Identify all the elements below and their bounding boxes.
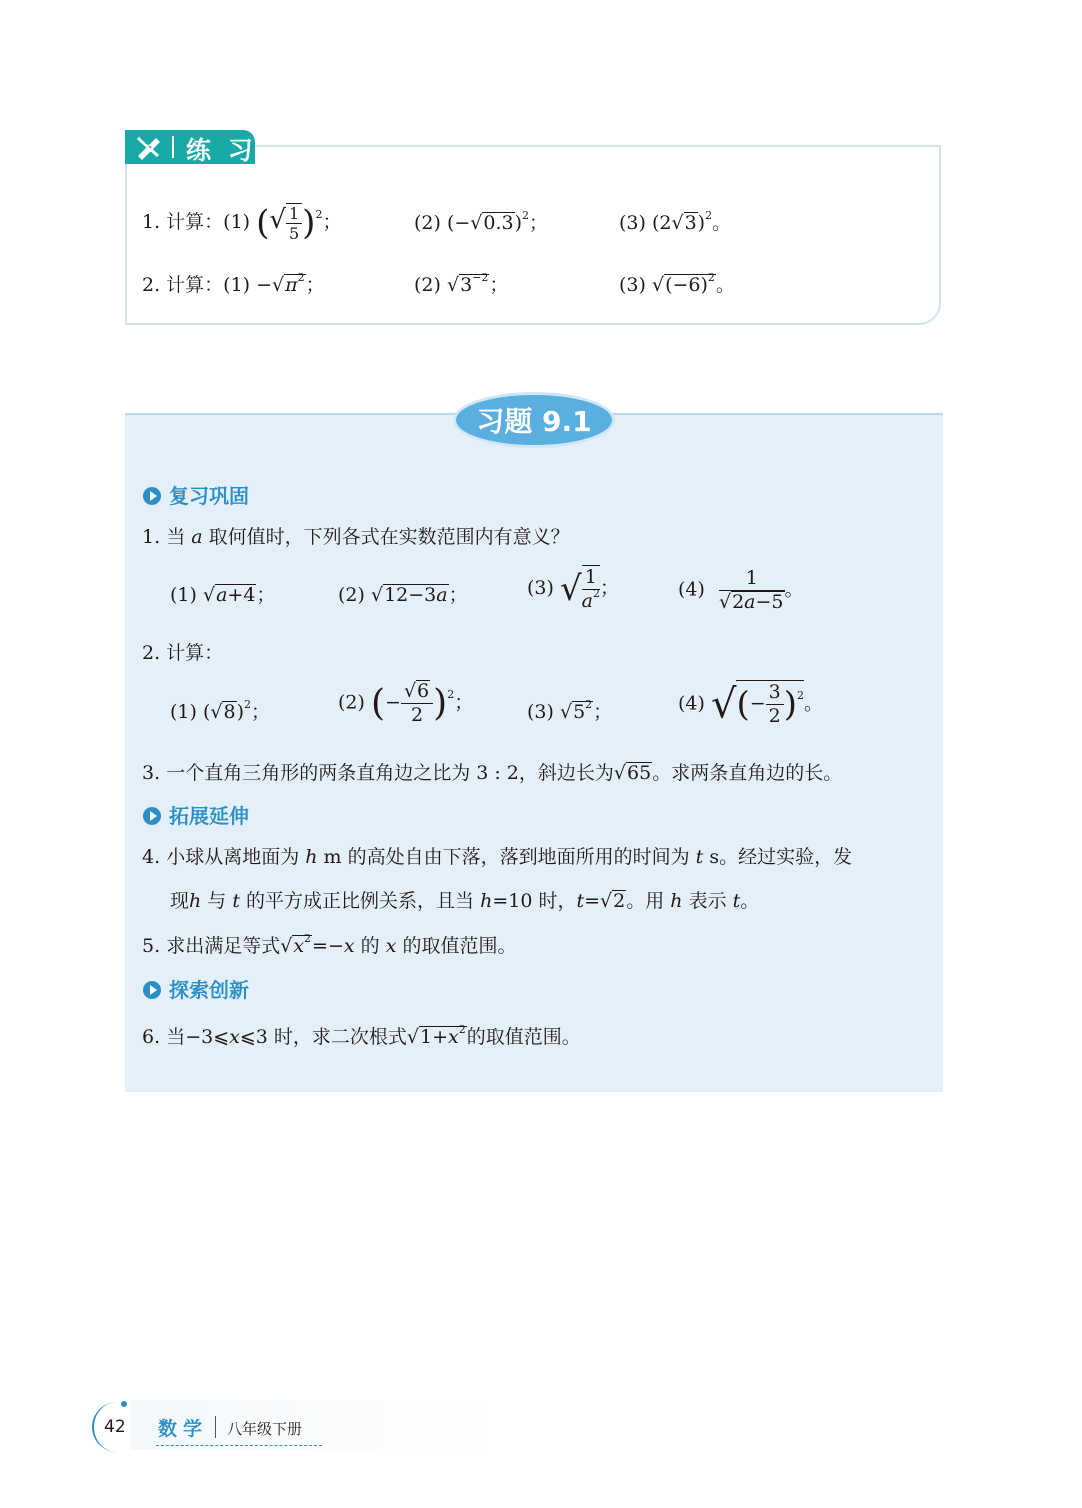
q3-radicand: 65 bbox=[627, 762, 652, 784]
q4-l2g: 表示 bbox=[682, 890, 733, 912]
footer-separator bbox=[215, 1416, 216, 1438]
radicand-3: 3 bbox=[684, 212, 697, 234]
q5-text-c: 的 bbox=[354, 935, 386, 957]
q6-text-b: ⩽3 时，求二次根式 bbox=[239, 1026, 407, 1048]
coef-2: 2 bbox=[659, 212, 672, 234]
q4-l2f: 。用 bbox=[626, 890, 671, 912]
q6-text-a: 当−3⩽ bbox=[166, 1026, 230, 1048]
q3-text-a: 一个直角三角形的两条直角边之比为 3 : 2，斜边长为 bbox=[166, 762, 614, 784]
q1-p4: (4) bbox=[678, 578, 705, 601]
footer-subject: 数学 bbox=[158, 1418, 209, 1440]
tab-divider bbox=[172, 136, 174, 158]
exercise-q2-4: (4) √(− $\frac{3}{2}$ )$^2$。 bbox=[678, 681, 824, 728]
q4-label: 4. bbox=[142, 846, 161, 868]
q1-p2: (2) bbox=[338, 584, 365, 606]
q4-l2h: 。 bbox=[740, 890, 760, 912]
q4-l2c: 的平方成正比例关系，且当 bbox=[240, 890, 481, 912]
q5-text-d: 的取值范围。 bbox=[396, 935, 517, 957]
section-explore bbox=[143, 974, 249, 1003]
exercise-q4-line2: 现h 与 t 的平方成正比例关系，且当 h=10 时，t=√2。用 h 表示 t。 bbox=[170, 890, 760, 912]
sqrt-one-fifth: √ $\frac{1}{5}$ bbox=[269, 203, 302, 243]
q4-l2e: = bbox=[584, 890, 601, 912]
practice-title: 练 习 bbox=[186, 136, 257, 165]
q1-text-b: 取何值时，下列各式在实数范围内有意义？ bbox=[202, 526, 570, 548]
exercise-q3: 3. 一个直角三角形的两条直角边之比为 3 : 2，斜边长为√65。求两条直角边的长。 bbox=[142, 762, 843, 784]
q5-text-b: =− bbox=[312, 935, 344, 957]
q1-var: a bbox=[191, 526, 203, 548]
practice-q1-3: (3) $(2√3)^2$。 bbox=[619, 209, 732, 234]
exercise-q1 bbox=[142, 522, 570, 549]
exercise-q5: 5. 求出满足等式$√x^2=-x$ 的 x 的取值范围。 bbox=[142, 932, 517, 957]
q1-p1: (1) bbox=[170, 584, 197, 606]
practice-q2-3: (3) $√(-6)^2$。 bbox=[619, 271, 735, 296]
q4-l2b: 与 bbox=[201, 890, 233, 912]
practice-q2-p1: (1) bbox=[223, 274, 251, 296]
q4-l1b: m 的高处自由下落，落到地面所用的时间为 bbox=[317, 846, 690, 868]
pencil-ruler-icon bbox=[134, 134, 164, 160]
practice-q2-label: 2. 计算： bbox=[142, 274, 224, 296]
exercise-q1-3: (3) √ $\frac{1}{a^2}$ ； bbox=[527, 566, 619, 612]
q4-l1c: s。经过实验，发 bbox=[703, 846, 853, 868]
practice-q1-p1: (1) bbox=[223, 211, 251, 234]
q4-l2d: =10 时， bbox=[492, 890, 577, 912]
footer-dot bbox=[121, 1401, 127, 1407]
q3-label: 3. bbox=[142, 762, 161, 784]
exercise-q1-1: (1) √a+4； bbox=[170, 584, 276, 606]
q2-p1: (1) bbox=[170, 701, 197, 723]
exercise-q2-3: (3) $√5^2$； bbox=[527, 698, 613, 723]
practice-q1-p2: (2) bbox=[414, 212, 441, 234]
radicand-0-3: 0.3 bbox=[483, 212, 514, 234]
play-icon bbox=[143, 981, 161, 999]
section-extend-label: 拓展延伸 bbox=[169, 804, 249, 828]
exercise-title: 习题 9.1 bbox=[476, 405, 592, 438]
paren-open: ( bbox=[256, 203, 270, 244]
q1-label: 1. bbox=[142, 526, 161, 548]
exercise-q2 bbox=[142, 638, 223, 665]
exercise-q1-4: (4) $\frac{1}{√2a-5}$ 。 bbox=[678, 567, 804, 613]
page-number: 42 bbox=[104, 1417, 126, 1437]
section-review-label: 复习巩固 bbox=[169, 484, 249, 508]
q6-text-c: 的取值范围。 bbox=[466, 1026, 581, 1048]
practice-q2-p2: (2) bbox=[414, 274, 441, 296]
q4-l2a: 现 bbox=[170, 890, 190, 912]
section-extend bbox=[143, 800, 249, 829]
q5-text-a: 求出满足等式 bbox=[166, 935, 281, 957]
footer-grade: 八年级下册 bbox=[227, 1420, 303, 1438]
footer-dashed-line bbox=[156, 1445, 322, 1446]
q2-p4: (4) bbox=[678, 692, 705, 715]
q1-p3: (3) bbox=[527, 576, 554, 599]
q2-label: 2. 计算： bbox=[142, 642, 224, 664]
q2-p3: (3) bbox=[527, 701, 554, 723]
q2-p2: (2) bbox=[338, 691, 365, 714]
exercise-q2-1: (1) $(√8)^2$； bbox=[170, 698, 271, 723]
exercise-q4-line1: 4. 小球从离地面为 h m 的高处自由下落，落到地面所用的时间为 t s。经过实验，发 bbox=[142, 846, 853, 868]
exercise-q1-2: (2) √12−3a； bbox=[338, 584, 468, 606]
practice-q1-label: 1. 计算： bbox=[142, 211, 224, 234]
practice-q1: 1. 计算：(1) (√ $\frac{1}{5}$ )$^2$； bbox=[142, 203, 342, 244]
section-explore-label: 探索创新 bbox=[169, 978, 249, 1002]
play-icon bbox=[143, 487, 161, 505]
play-icon bbox=[143, 807, 161, 825]
q5-label: 5. bbox=[142, 935, 161, 957]
q4-l1a: 小球从离地面为 bbox=[166, 846, 300, 868]
exercise-q6: 6. 当−3⩽x⩽3 时，求二次根式$√1+x^2$的取值范围。 bbox=[142, 1023, 581, 1048]
exercise-q2-2: (2) (− $\frac{√6}{2}$ )$^2$； bbox=[338, 680, 474, 726]
practice-q1-p3: (3) bbox=[619, 212, 646, 234]
practice-q2: 2. 计算：$(1) -√\pi^2$； bbox=[142, 271, 325, 296]
practice-q1-2: (2) $(-√0.3)^2$； bbox=[414, 209, 549, 234]
q3-text-b: 。求两条直角边的长。 bbox=[652, 762, 843, 784]
q1-text-a: 当 bbox=[166, 526, 186, 548]
q6-label: 6. bbox=[142, 1026, 161, 1048]
practice-q2-p3: (3) bbox=[619, 274, 646, 296]
practice-q2-2: (2) $√3^{-2}$； bbox=[414, 271, 509, 296]
section-review bbox=[143, 480, 249, 509]
